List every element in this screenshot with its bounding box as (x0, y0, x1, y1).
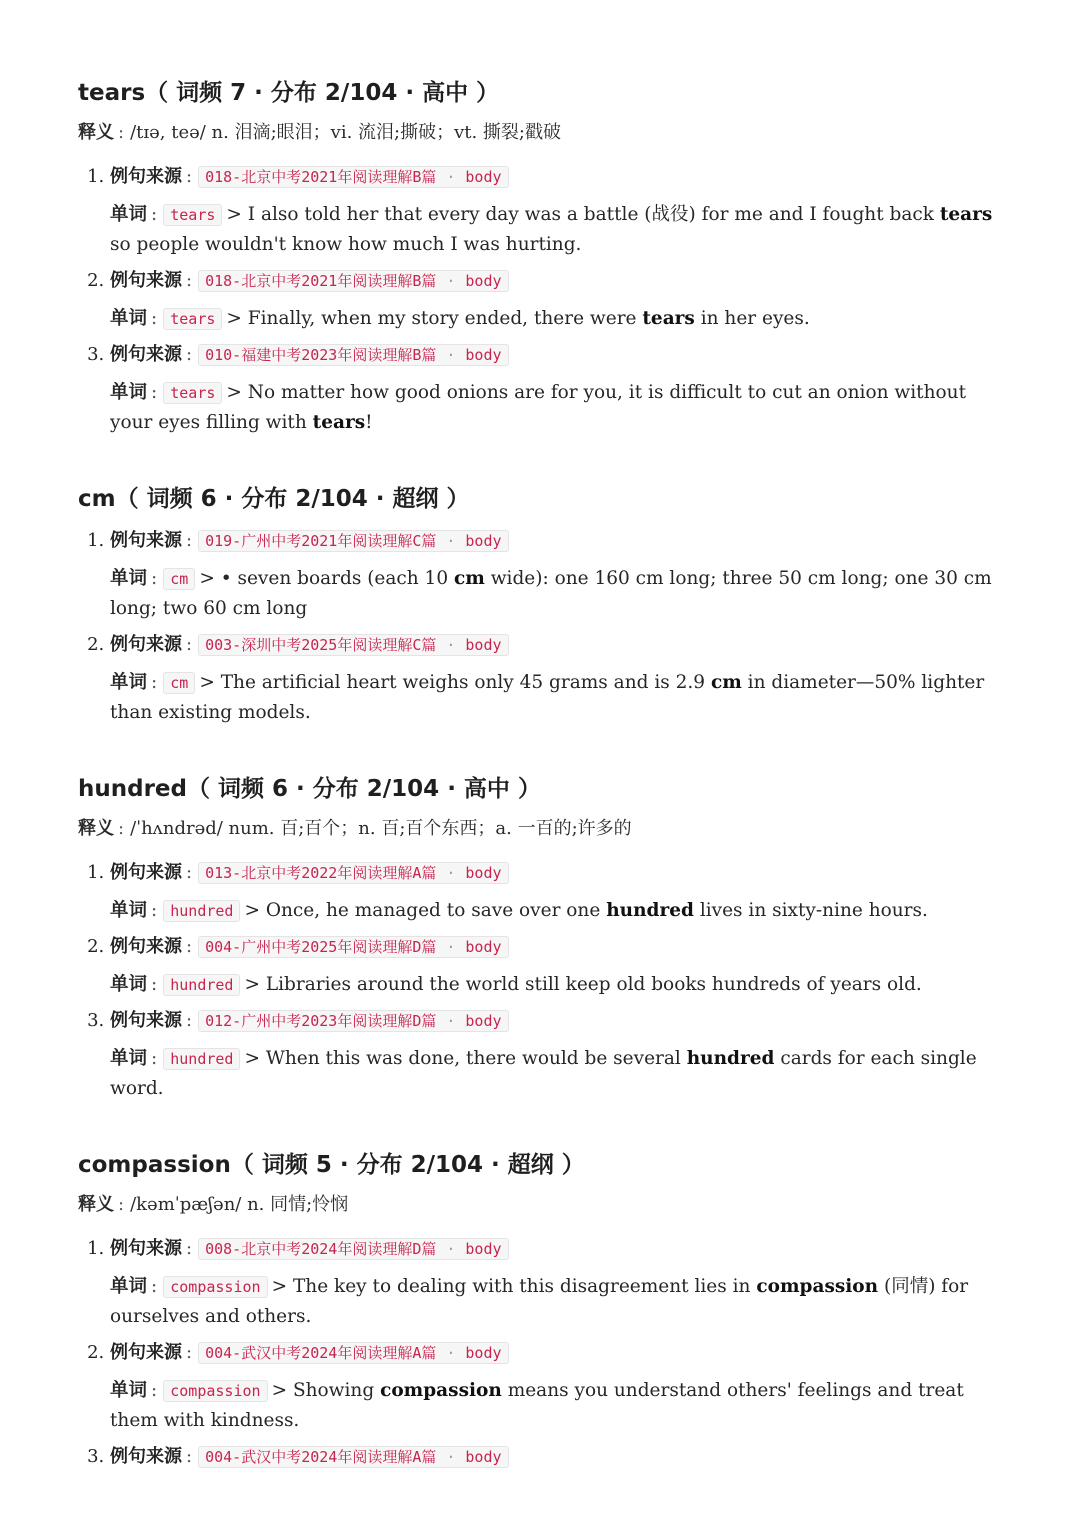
source-colon: : (186, 530, 193, 551)
source-label: 例句来源 (110, 270, 182, 291)
source-text: 012-广州中考2023年阅读理解D篇 (205, 1012, 437, 1030)
example-item (110, 266, 998, 334)
word-label: 单词 (110, 1380, 148, 1401)
section-text: body (465, 1240, 502, 1258)
sentence-after: ! (365, 412, 373, 433)
source-label: 例句来源 (110, 1238, 182, 1259)
sentence-keyword: cm (453, 568, 485, 589)
sentence-before: > I also told her that every day was a battle (战役) for me and I fought back (226, 204, 940, 225)
source-text: 004-武汉中考2024年阅读理解A篇 (205, 1344, 437, 1362)
sentence-after: so people wouldn't know how much I was hurting. (110, 234, 582, 255)
section-text: body (465, 938, 502, 956)
source-label: 例句来源 (110, 936, 182, 957)
word-tag[interactable]: compassion (163, 1380, 267, 1402)
entry-heading: tears（ 词频 7 · 分布 2/104 · 高中 ） (78, 80, 500, 106)
word-tag[interactable]: hundred (163, 974, 240, 996)
section-text: body (465, 168, 502, 186)
source-colon: : (186, 862, 193, 883)
sentence-keyword: hundred (606, 900, 694, 921)
source-tag[interactable] (198, 166, 508, 188)
sentence-before: > Finally, when my story ended, there were (226, 308, 643, 329)
source-label: 例句来源 (110, 166, 182, 187)
definition-text: /tɪə, teə/ n. 泪滴;眼泪；vi. 流泪;撕破；vt. 撕裂;戳破 (130, 122, 561, 143)
word-label: 单词 (110, 308, 148, 329)
source-line (110, 1006, 998, 1036)
entry-list (78, 78, 998, 1472)
source-dot: · (446, 168, 456, 186)
source-tag[interactable] (198, 1010, 508, 1032)
entry-heading: cm（ 词频 6 · 分布 2/104 · 超纲 ） (78, 486, 470, 512)
sentence-before: > When this was done, there would be several (244, 1048, 687, 1069)
word-tag[interactable]: hundred (163, 900, 240, 922)
source-line (110, 1338, 998, 1368)
sentence-before: > Showing (271, 1380, 381, 1401)
source-tag[interactable] (198, 862, 508, 884)
entry-heading: compassion（ 词频 5 · 分布 2/104 · 超纲 ） (78, 1152, 585, 1178)
example-item (110, 162, 998, 260)
sentence-before: > The key to dealing with this disagreement lies in (271, 1276, 757, 1297)
word-tag[interactable]: tears (163, 204, 222, 226)
section-text: body (465, 1448, 502, 1466)
sentence-line (110, 896, 998, 926)
section-text: body (465, 864, 502, 882)
source-dot: · (446, 1240, 456, 1258)
word-entry (78, 484, 998, 728)
word-colon: : (151, 1380, 158, 1401)
sentence-after: means you understand others' feelings and treat them with kindness. (110, 1380, 964, 1431)
definition-label: 释义 (78, 818, 114, 839)
sentence-line (110, 1376, 998, 1436)
sentence-after: in diameter—50% lighter than existing models. (110, 672, 985, 723)
word-colon: : (151, 1048, 158, 1069)
source-text: 019-广州中考2021年阅读理解C篇 (205, 532, 437, 550)
definition-text: /kəmˈpæʃən/ n. 同情;怜悯 (130, 1194, 349, 1215)
sentence-line (110, 970, 998, 1000)
entry-heading: hundred（ 词频 6 · 分布 2/104 · 高中 ） (78, 776, 541, 802)
source-tag[interactable] (198, 344, 508, 366)
source-line (110, 932, 998, 962)
sentence-after: cards for each single word. (110, 1048, 977, 1099)
source-line (110, 340, 998, 370)
source-text: 013-北京中考2022年阅读理解A篇 (205, 864, 437, 882)
source-tag[interactable] (198, 1238, 508, 1260)
example-item (110, 858, 998, 926)
sentence-before: > Once, he managed to save over one (244, 900, 607, 921)
source-text: 008-北京中考2024年阅读理解D篇 (205, 1240, 437, 1258)
sentence-keyword: tears (312, 412, 366, 433)
source-dot: · (446, 636, 456, 654)
example-item (110, 630, 998, 728)
definition-label: 释义 (78, 1194, 114, 1215)
source-tag[interactable] (198, 1342, 508, 1364)
example-item (110, 526, 998, 624)
source-text: 018-北京中考2021年阅读理解B篇 (205, 168, 437, 186)
sentence-keyword: compassion (380, 1380, 502, 1401)
example-item (110, 1338, 998, 1436)
sentence-after: (同情) for ourselves and others. (110, 1276, 969, 1327)
source-colon: : (186, 1446, 193, 1467)
sentence-before: > • seven boards (each 10 (199, 568, 454, 589)
source-label: 例句来源 (110, 344, 182, 365)
source-colon: : (186, 1238, 193, 1259)
section-text: body (465, 532, 502, 550)
source-tag[interactable] (198, 1446, 508, 1468)
sentence-line (110, 1272, 998, 1332)
source-label: 例句来源 (110, 634, 182, 655)
source-colon: : (186, 936, 193, 957)
definition-label: 释义 (78, 122, 114, 143)
source-tag[interactable] (198, 530, 508, 552)
word-tag[interactable]: cm (163, 672, 195, 694)
word-label: 单词 (110, 1048, 148, 1069)
word-colon: : (151, 568, 158, 589)
source-colon: : (186, 634, 193, 655)
word-colon: : (151, 900, 158, 921)
sentence-after: wide): one 160 cm long; three 50 cm long; one 30 cm long; two 60 cm long (110, 568, 992, 619)
definition-line (78, 120, 998, 146)
sentence-before: > Libraries around the world still keep old books hundreds of years old. (244, 974, 922, 995)
source-colon: : (186, 344, 193, 365)
source-tag[interactable] (198, 936, 508, 958)
word-tag[interactable]: tears (163, 382, 222, 404)
source-dot: · (446, 272, 456, 290)
sentence-keyword: tears (939, 204, 993, 225)
sentence-keyword: cm (710, 672, 742, 693)
source-text: 018-北京中考2021年阅读理解B篇 (205, 272, 437, 290)
word-tag[interactable]: cm (163, 568, 195, 590)
definition-colon: : (118, 1194, 125, 1215)
example-item (110, 1006, 998, 1104)
word-colon: : (151, 382, 158, 403)
source-label: 例句来源 (110, 530, 182, 551)
source-colon: : (186, 1342, 193, 1363)
word-colon: : (151, 1276, 158, 1297)
word-tag[interactable]: compassion (163, 1276, 267, 1298)
source-text: 010-福建中考2023年阅读理解B篇 (205, 346, 437, 364)
sentence-keyword: compassion (756, 1276, 879, 1297)
word-colon: : (151, 672, 158, 693)
word-entry (78, 78, 998, 438)
sentence-before: > No matter how good onions are for you, it is difficult to cut an onion without your eyes filling with (110, 382, 966, 433)
source-colon: : (186, 1010, 193, 1031)
source-label: 例句来源 (110, 1446, 182, 1467)
source-dot: · (446, 1012, 456, 1030)
source-line (110, 630, 998, 660)
word-colon: : (151, 204, 158, 225)
example-list (78, 858, 998, 1104)
source-line (110, 858, 998, 888)
word-colon: : (151, 308, 158, 329)
sentence-keyword: tears (642, 308, 695, 329)
source-line (110, 526, 998, 556)
definition-line (78, 816, 998, 842)
source-label: 例句来源 (110, 1342, 182, 1363)
section-text: body (465, 346, 502, 364)
source-text: 004-广州中考2025年阅读理解D篇 (205, 938, 437, 956)
sentence-line (110, 564, 998, 624)
example-item (110, 1442, 998, 1472)
source-line (110, 1442, 998, 1472)
word-label: 单词 (110, 382, 148, 403)
sentence-line (110, 1044, 998, 1104)
source-dot: · (446, 864, 456, 882)
source-line (110, 1234, 998, 1264)
source-dot: · (446, 938, 456, 956)
source-tag[interactable] (198, 634, 508, 656)
sentence-after: lives in sixty-nine hours. (693, 900, 928, 921)
definition-colon: : (118, 818, 125, 839)
example-list (78, 526, 998, 728)
word-tag[interactable]: tears (163, 308, 222, 330)
source-colon: : (186, 166, 193, 187)
section-text: body (465, 272, 502, 290)
source-text: 003-深圳中考2025年阅读理解C篇 (205, 636, 437, 654)
source-dot: · (446, 1344, 456, 1362)
word-tag[interactable]: hundred (163, 1048, 240, 1070)
sentence-before: > The artificial heart weighs only 45 grams and is 2.9 (199, 672, 711, 693)
sentence-line (110, 378, 998, 438)
word-label: 单词 (110, 974, 148, 995)
sentence-line (110, 304, 998, 334)
source-tag[interactable] (198, 270, 508, 292)
word-label: 单词 (110, 900, 148, 921)
sentence-line (110, 668, 998, 728)
definition-text: /ˈhʌndrəd/ num. 百;百个；n. 百;百个东西；a. 一百的;许多的 (130, 818, 632, 839)
example-list (78, 162, 998, 438)
source-line (110, 266, 998, 296)
source-label: 例句来源 (110, 862, 182, 883)
section-text: body (465, 1344, 502, 1362)
example-item (110, 1234, 998, 1332)
section-text: body (465, 1012, 502, 1030)
sentence-line (110, 200, 998, 260)
source-dot: · (446, 346, 456, 364)
word-label: 单词 (110, 204, 148, 225)
word-colon: : (151, 974, 158, 995)
source-line (110, 162, 998, 192)
source-text: 004-武汉中考2024年阅读理解A篇 (205, 1448, 437, 1466)
word-entry (78, 774, 998, 1104)
source-colon: : (186, 270, 193, 291)
example-list (78, 1234, 998, 1472)
example-item (110, 932, 998, 1000)
word-label: 单词 (110, 1276, 148, 1297)
definition-line (78, 1192, 998, 1218)
word-label: 单词 (110, 568, 148, 589)
sentence-after: in her eyes. (694, 308, 810, 329)
source-dot: · (446, 1448, 456, 1466)
example-item (110, 340, 998, 438)
sentence-keyword: hundred (686, 1048, 775, 1069)
definition-colon: : (118, 122, 125, 143)
source-dot: · (446, 532, 456, 550)
source-label: 例句来源 (110, 1010, 182, 1031)
word-entry (78, 1150, 998, 1472)
word-label: 单词 (110, 672, 148, 693)
section-text: body (465, 636, 502, 654)
